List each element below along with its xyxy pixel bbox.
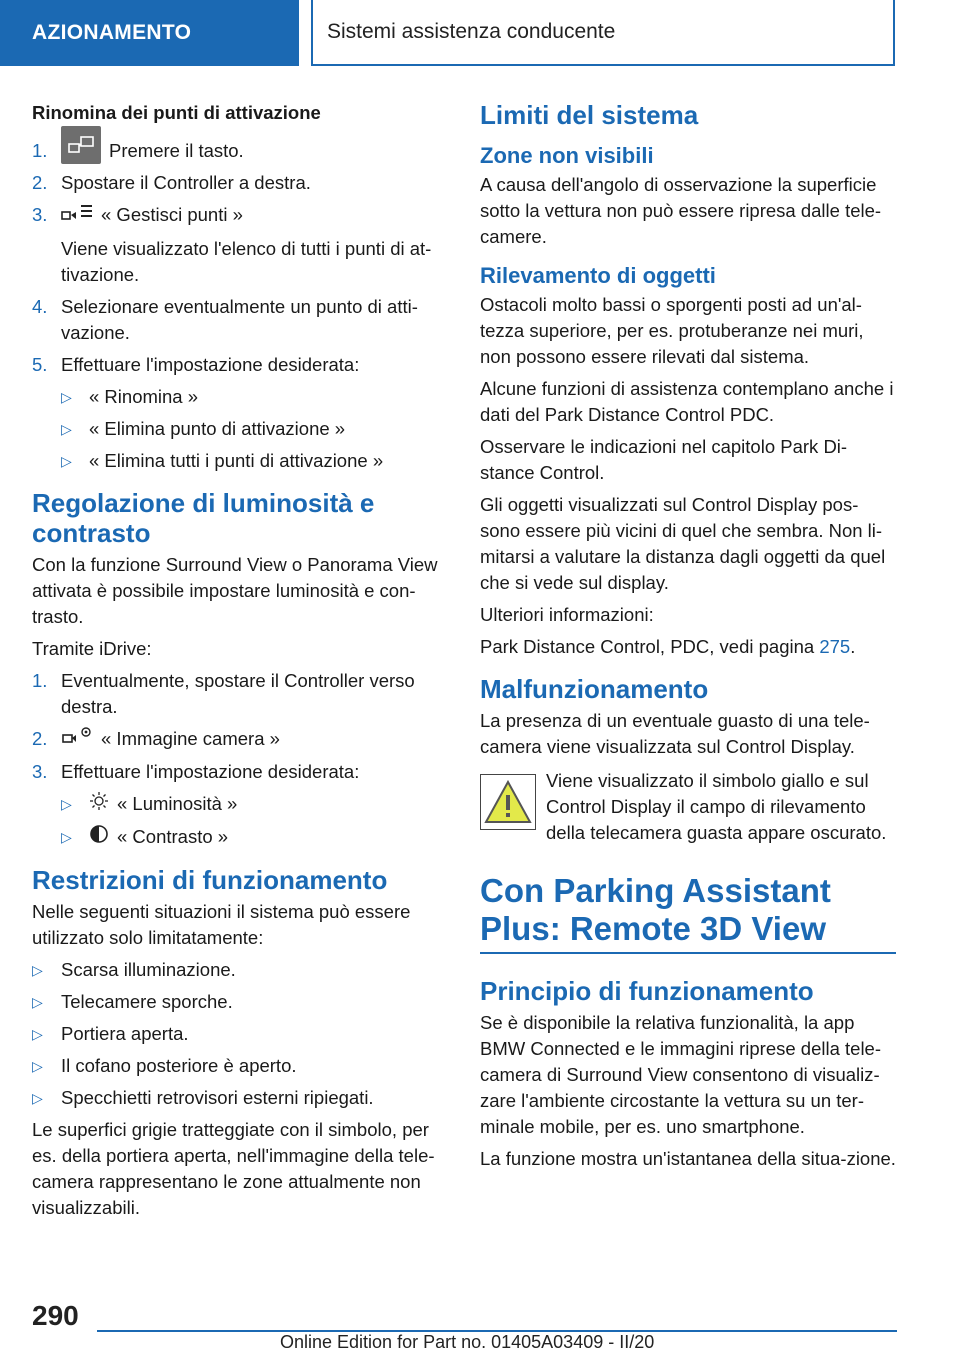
detect-text-3: Osservare le indicazioni nel capitolo Park Di-stance Control. [480,436,848,483]
brightness-steps [32,668,448,852]
list-item: 1. Eventualmente, spostare il Controller verso destra. [32,669,415,717]
brightness-option: ▷ « Luminosità » [61,791,448,818]
triangle-bullet-icon: ▷ [32,962,43,979]
principle-text-1: Se è disponibile la relativa funzionalità, la app BMW Connected e le immagini riprese della tele-camera di Surround View consentono di visualiz-zare l'ambiente circostante la vettura su un ter-minale mobile, per es. uno smartphone. [480,1012,882,1137]
rename-title: Rinomina dei punti di attivazione [32,102,321,123]
left-column [32,100,448,1227]
restriction-item: ▷ Portiera aperta. [32,1021,448,1047]
triangle-bullet-icon: ▷ [61,420,72,437]
limits-title: Limiti del sistema [480,100,699,130]
page-link[interactable]: 275 [819,636,851,657]
step-3-note: Viene visualizzato l'elenco di tutti i punti di at-tivazione. [61,237,432,285]
warning-text: Viene visualizzato il simbolo giallo e sul Control Display il campo di rilevamento della telecamera guasta appare oscurato. [546,770,887,843]
manage-points-icon [61,203,93,230]
brightness-option: ▷ « Contrasto » [61,824,448,851]
malfunction-text: La presenza di un eventuale guasto di una tele-camera viene visualizzata sul Control Display. [480,710,870,757]
rename-option: ▷ « Elimina punto di attivazione » [61,416,448,442]
restriction-item: ▷ Il cofano posteriore è aperto. [32,1053,448,1079]
detect-text-4: Gli oggetti visualizzati sul Control Display pos-sono essere più vicini di quel che sembra. Non li-mitarsi a valutare la distanza dagli oggetti da quel che si vede sul display. [480,494,886,593]
rename-option: ▷ « Elimina tutti i punti di attivazione » [61,448,448,474]
rename-steps [32,138,448,474]
list-item: 5. Effettuare l'impostazione desiderata: [32,353,360,375]
list-item: 2. « Immagine camera » [32,726,448,754]
warning-note [480,768,896,846]
restrictions-intro: Nelle seguenti situazioni il sistema può essere utilizzato solo limitatamente: [32,901,411,949]
restrictions-title: Restrizioni di funzionamento [32,865,388,896]
zones-title: Zone non visibili [480,143,654,168]
triangle-bullet-icon: ▷ [61,452,72,469]
triangle-bullet-icon: ▷ [61,829,72,846]
triangle-bullet-icon: ▷ [32,994,43,1011]
page-number: 290 [32,1300,79,1331]
detect-text-1: Ostacoli molto bassi o sporgenti posti ad un'al-tezza superiore, per es. protuberanze nei muri, non possono essere rilevati dal sistema. [480,294,864,367]
contrast-icon [89,824,109,851]
restriction-item: ▷ Telecamere sporche. [32,989,448,1015]
malfunction-title: Malfunzionamento [480,674,709,704]
section-header: AZIONAMENTO [0,0,299,66]
chapter-header: Sistemi assistenza conducente [311,0,895,66]
triangle-bullet-icon: ▷ [32,1090,43,1107]
restriction-item: ▷ Specchietti retrovisori esterni ripiegati. [32,1085,448,1111]
restriction-item: ▷ Scarsa illuminazione. [32,957,448,983]
camera-settings-icon [61,726,93,753]
detect-text-2: Alcune funzioni di assistenza contemplano anche i dati del Park Distance Control PDC. [480,378,894,425]
right-column [480,100,896,1178]
rename-option: ▷ « Rinomina » [61,384,448,410]
triangle-bullet-icon: ▷ [32,1026,43,1043]
brightness-icon [89,791,109,818]
list-item: 3. « Gestisci punti » Viene visualizzato l'elenco di tutti i punti di at-tivazione. [32,202,448,288]
triangle-bullet-icon: ▷ [61,796,72,813]
zones-text: A causa dell'angolo di osservazione la superficie sotto la vettura non può essere ripresa dalle tele-camere. [480,174,882,247]
restrictions-note: Le superfici grigie tratteggiate con il simbolo, per es. della portiera aperta, nell'immagine della tele-camera rappresentano le zone attualmente non visualizzabili. [32,1119,435,1219]
list-item: 1. Premere il tasto. [32,138,448,164]
edition-text: Online Edition for Part no. 01405A03409 - II/20 [280,1332,655,1352]
list-item: 4. Selezionare eventualmente un punto di atti-vazione. [32,295,418,343]
remote-3d-title: Con Parking Assistant Plus: Remote 3D View [480,872,896,954]
triangle-bullet-icon: ▷ [61,388,72,405]
list-item: 2. Spostare il Controller a destra. [32,172,311,194]
detect-text-6: Park Distance Control, PDC, vedi pagina 275. [480,636,856,657]
idrive-text: Tramite iDrive: [32,637,152,659]
triangle-bullet-icon: ▷ [32,1058,43,1075]
detect-title: Rilevamento di oggetti [480,263,716,288]
camera-view-button-icon [61,126,101,164]
list-item: 3. Effettuare l'impostazione desiderata: [32,761,360,783]
detect-text-5: Ulteriori informazioni: [480,604,654,625]
brightness-text: Con la funzione Surround View o Panorama View attivata è possibile impostare luminosità e con-trasto. [32,553,438,627]
brightness-title: Regolazione di luminosità e contrasto [32,487,375,548]
principle-title: Principio di funzionamento [480,976,814,1006]
warning-icon [480,774,536,830]
principle-text-2: La funzione mostra un'istantanea della situa-zione. [480,1148,896,1169]
